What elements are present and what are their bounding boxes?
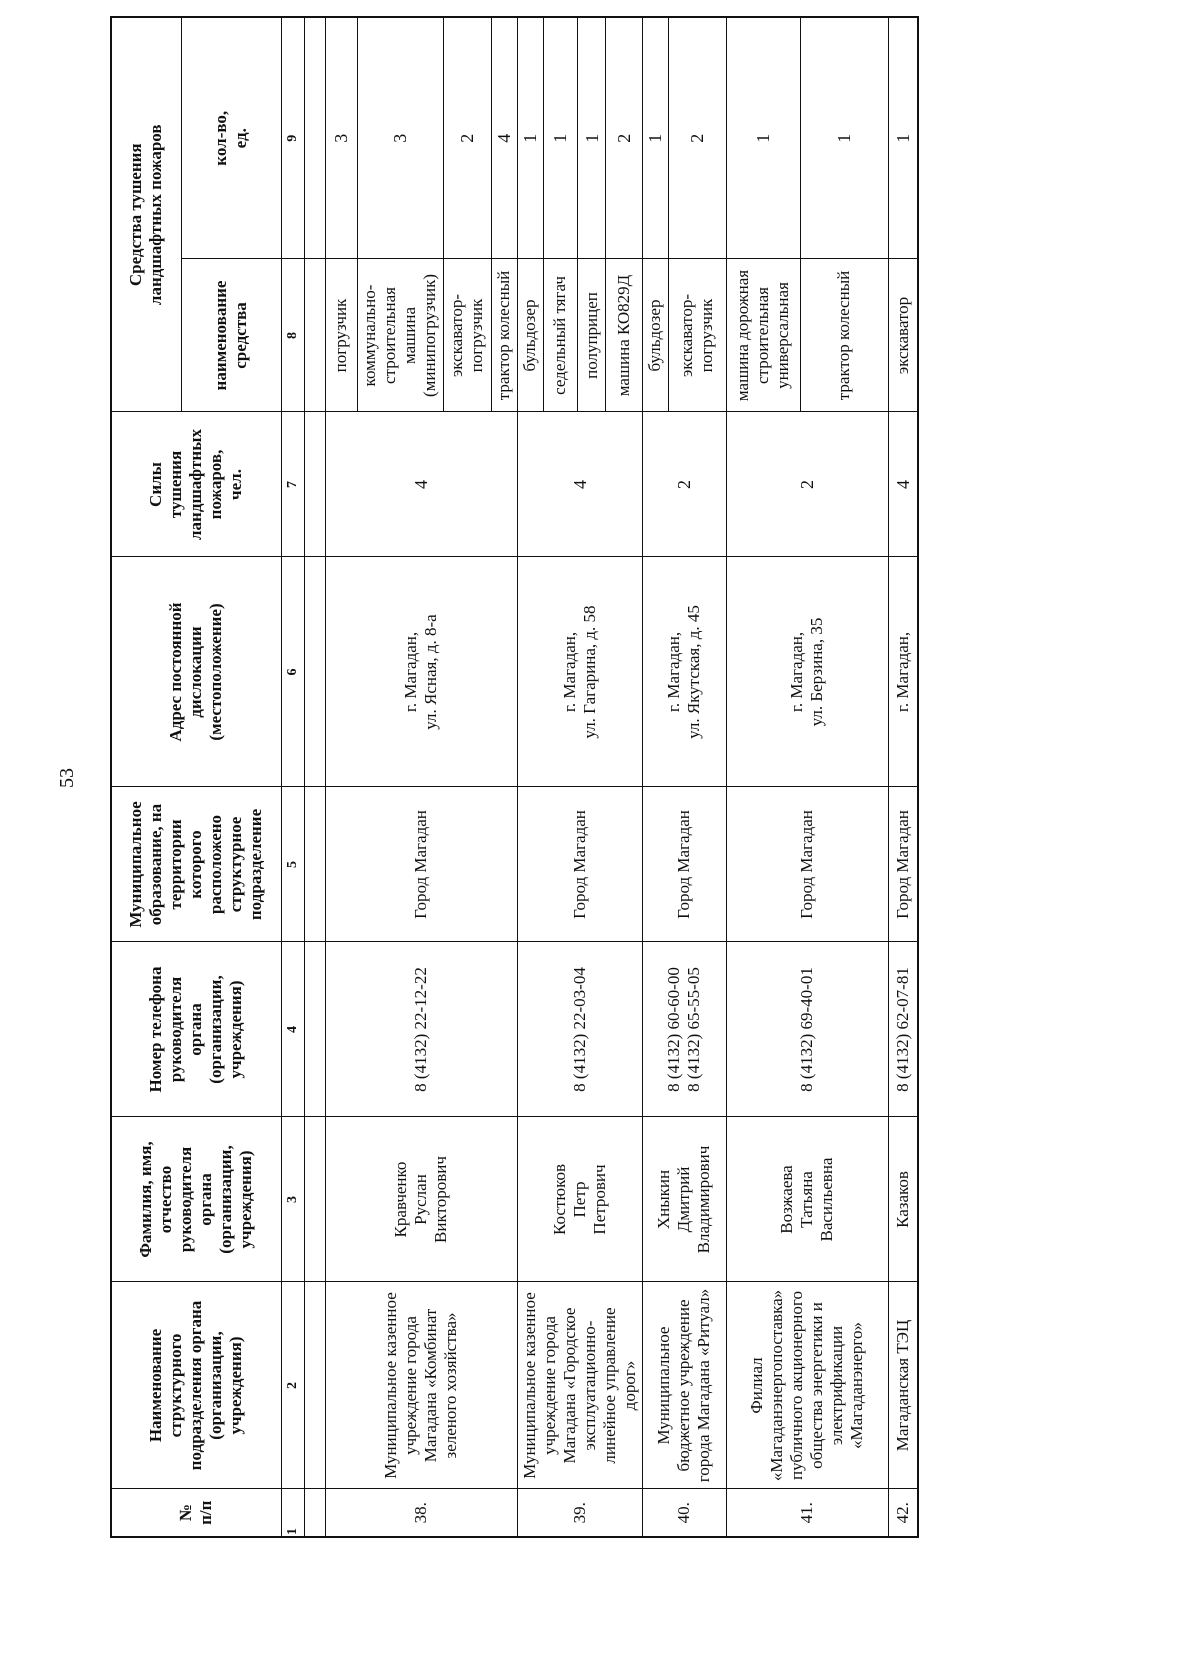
equipment-qty: 4: [491, 17, 517, 259]
header-head-name: Фамилия, имя, отчество руководителя органа (организации, учреждения): [111, 1117, 281, 1282]
equipment-name: экскаватор- погрузчик: [443, 259, 491, 412]
column-number: 1: [281, 1489, 304, 1537]
resources-table: [110, 16, 919, 1538]
equipment-qty: 2: [606, 17, 642, 259]
equipment-qty: 1: [642, 17, 668, 259]
header-equipment-name: наименование средства: [181, 259, 281, 412]
address: г. Магадан, ул. Якутская, д. 45: [642, 557, 726, 787]
table-row: [325, 17, 357, 1537]
column-number: 6: [281, 557, 304, 787]
column-number-row: [281, 17, 304, 1537]
header-equipment-group: Средства тушения ландшафтных пожаров: [111, 17, 181, 412]
separator-row: [304, 17, 325, 1537]
equipment-name: седельный тягач: [543, 259, 577, 412]
equipment-name: трактор колесный: [491, 259, 517, 412]
phone-number: 8 (4132) 22-03-04: [517, 942, 642, 1117]
equipment-qty: 1: [517, 17, 543, 259]
rotated-page: [52, 18, 1109, 1538]
equipment-name: экскаватор: [888, 259, 918, 412]
equipment-qty: 1: [888, 17, 918, 259]
unit-name: Муниципальное казенное учреждение города Магадана «Комбинат зеленого хозяйства»: [325, 1282, 517, 1489]
forces-count: 2: [642, 412, 726, 557]
row-number: 39.: [517, 1489, 642, 1537]
equipment-qty: 1: [800, 17, 888, 259]
address: г. Магадан, ул. Берзина, 35: [726, 557, 888, 787]
address: г. Магадан,: [888, 557, 918, 787]
column-number: 7: [281, 412, 304, 557]
equipment-qty: 3: [325, 17, 357, 259]
municipality: Город Магадан: [888, 787, 918, 942]
header-number: № п/п: [111, 1489, 281, 1537]
row-number: 38.: [325, 1489, 517, 1537]
head-name: Костюков Петр Петрович: [517, 1117, 642, 1282]
equipment-name: коммунально- строительная машина (минипогрузчик): [357, 259, 443, 412]
phone-number: 8 (4132) 69-40-01: [726, 942, 888, 1117]
unit-name: Муниципальное бюджетное учреждение города Магадана «Ритуал»: [642, 1282, 726, 1489]
equipment-name: погрузчик: [325, 259, 357, 412]
column-number: 4: [281, 942, 304, 1117]
header-equipment-qty: кол-во, ед.: [181, 17, 281, 259]
row-number: 42.: [888, 1489, 918, 1537]
equipment-qty: 1: [543, 17, 577, 259]
header-address: Адрес постоянной дислокации (местоположение): [111, 557, 281, 787]
equipment-name: машина дорожная строительная универсальная: [726, 259, 800, 412]
header-forces: Силы тушения ландшафтных пожаров, чел.: [111, 412, 281, 557]
equipment-name: бульдозер: [517, 259, 543, 412]
equipment-qty: 1: [577, 17, 605, 259]
table-row: [517, 17, 543, 1537]
column-number: 5: [281, 787, 304, 942]
column-number: 9: [281, 17, 304, 259]
forces-count: 4: [888, 412, 918, 557]
column-number: 2: [281, 1282, 304, 1489]
row-number: 40.: [642, 1489, 726, 1537]
municipality: Город Магадан: [325, 787, 517, 942]
column-number: 8: [281, 259, 304, 412]
unit-name: Магаданская ТЭЦ: [888, 1282, 918, 1489]
forces-count: 4: [325, 412, 517, 557]
head-name: Казаков: [888, 1117, 918, 1282]
phone-number: 8 (4132) 60-60-00 8 (4132) 65-55-05: [642, 942, 726, 1117]
address: г. Магадан, ул. Ясная, д. 8-а: [325, 557, 517, 787]
header-phone: Номер телефона руководителя органа (организации, учреждения): [111, 942, 281, 1117]
municipality: Город Магадан: [642, 787, 726, 942]
column-number: 3: [281, 1117, 304, 1282]
address: г. Магадан, ул. Гагарина, д. 58: [517, 557, 642, 787]
phone-number: 8 (4132) 22-12-22: [325, 942, 517, 1117]
head-name: Хныкин Дмитрий Владимирович: [642, 1117, 726, 1282]
table-row: [888, 17, 918, 1537]
equipment-name: полуприцеп: [577, 259, 605, 412]
equipment-qty: 2: [668, 17, 726, 259]
forces-count: 4: [517, 412, 642, 557]
unit-name: Муниципальное казенное учреждение города Магадана «Городское эксплуатационно- линейное управление дорог»: [517, 1282, 642, 1489]
equipment-name: машина КО829Д: [606, 259, 642, 412]
table-row: [642, 17, 668, 1537]
head-name: Кравченко Руслан Викторович: [325, 1117, 517, 1282]
head-name: Возжаева Татьяна Васильевна: [726, 1117, 888, 1282]
table-row: [726, 17, 800, 1537]
equipment-qty: 2: [443, 17, 491, 259]
row-number: 41.: [726, 1489, 888, 1537]
header-municipality: Муниципальное образование, на территории которого расположено структурное подразделение: [111, 787, 281, 942]
equipment-name: трактор колесный: [800, 259, 888, 412]
unit-name: Филиал «Магаданэнергопоставка» публичного акционерного общества энергетики и электрификации «Магаданэнерго»: [726, 1282, 888, 1489]
municipality: Город Магадан: [517, 787, 642, 942]
municipality: Город Магадан: [726, 787, 888, 942]
equipment-qty: 3: [357, 17, 443, 259]
equipment-qty: 1: [726, 17, 800, 259]
forces-count: 2: [726, 412, 888, 557]
header-unit-name: Наименование структурного подразделения органа (организации, учреждения): [111, 1282, 281, 1489]
equipment-name: бульдозер: [642, 259, 668, 412]
equipment-name: экскаватор- погрузчик: [668, 259, 726, 412]
phone-number: 8 (4132) 62-07-81: [888, 942, 918, 1117]
page-number: 53: [56, 768, 78, 788]
